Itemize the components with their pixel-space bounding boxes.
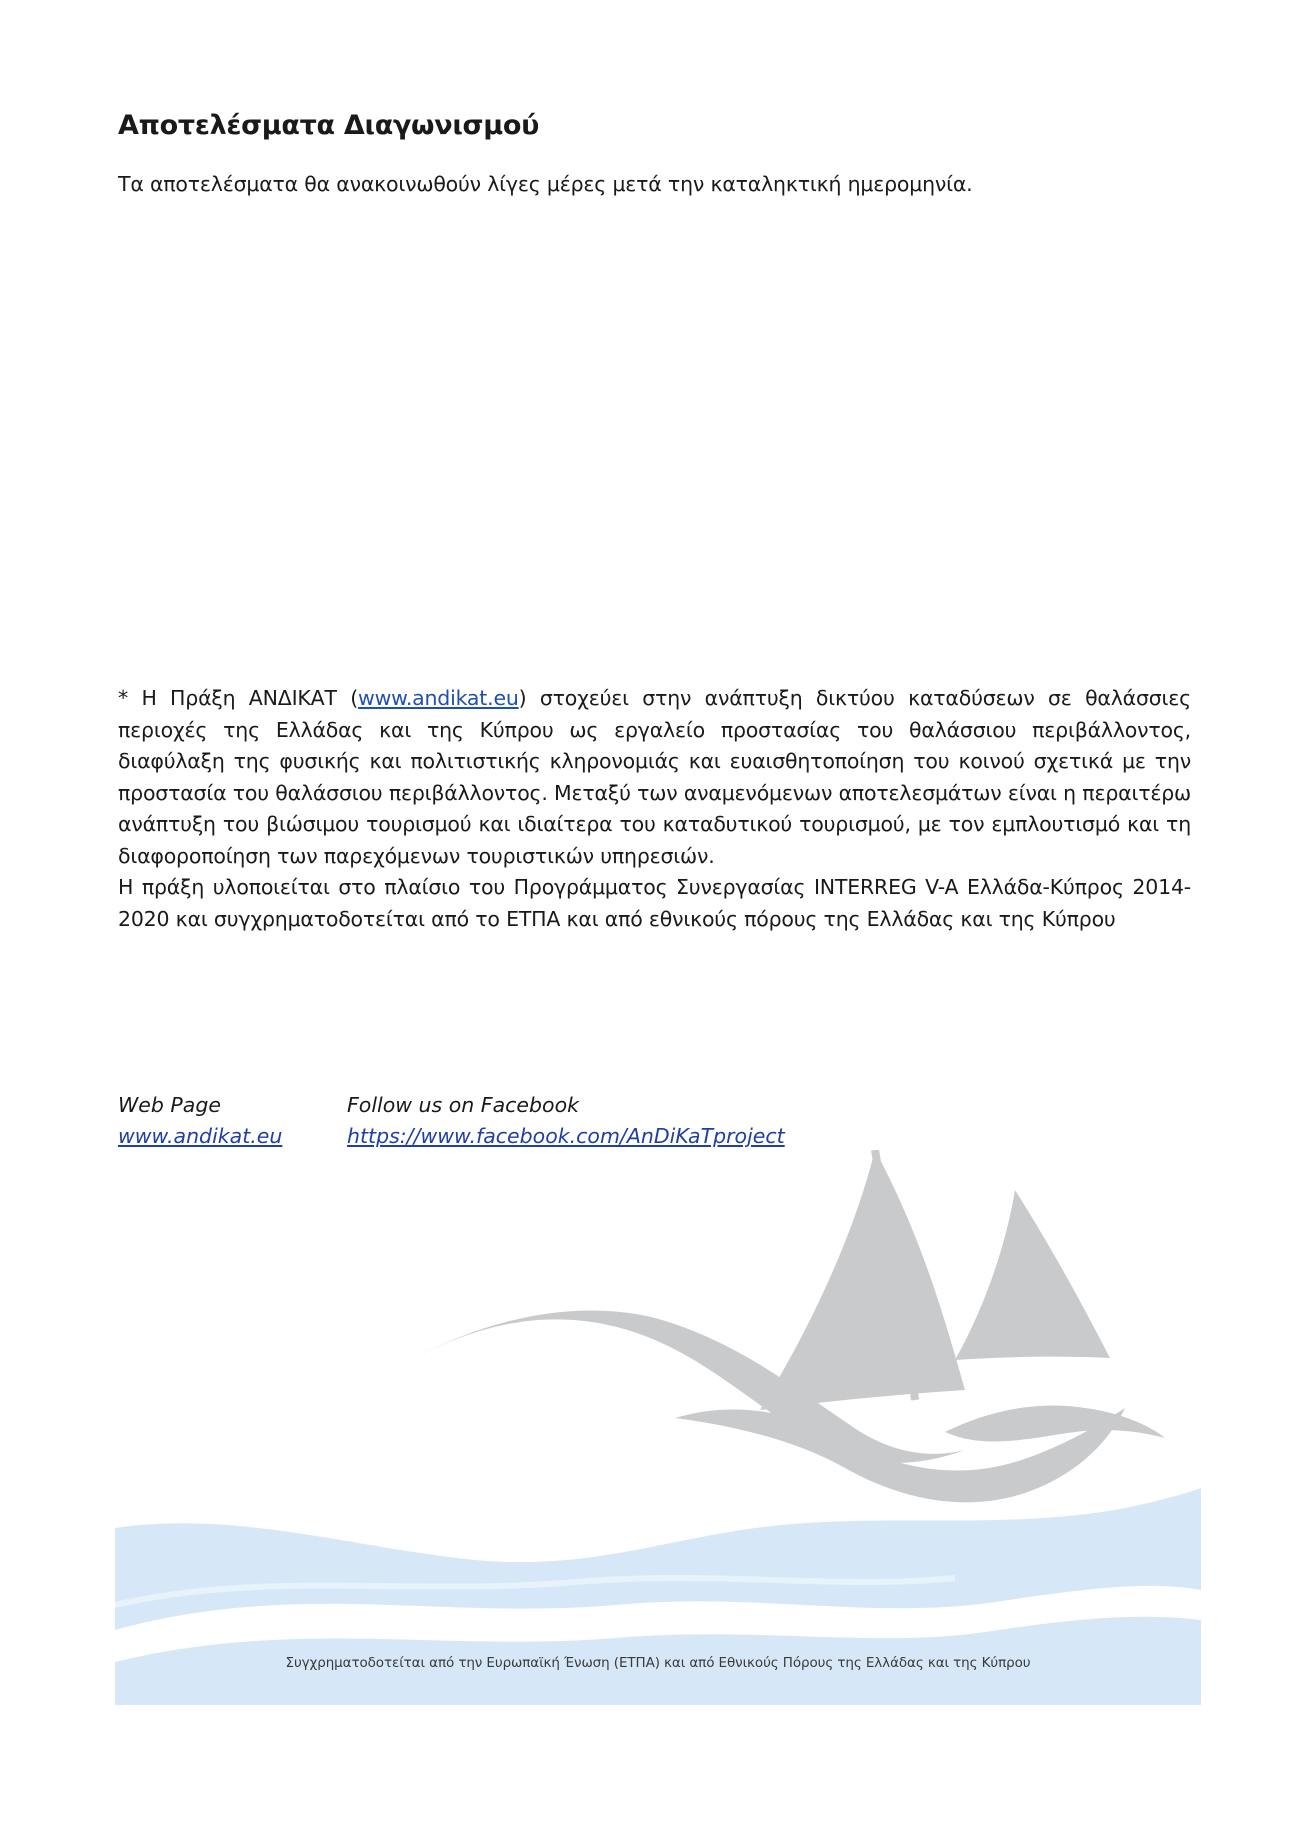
web-page-block	[118, 1090, 282, 1152]
sail-main	[760, 1150, 965, 1410]
facebook-block	[347, 1090, 785, 1152]
section-heading: Αποτελέσματα Διαγωνισμού	[118, 110, 540, 141]
grey-wave-right	[945, 1405, 1165, 1441]
sail-small	[955, 1190, 1110, 1360]
web-page-label: Web Page	[118, 1093, 221, 1117]
funding-paragraph: Η πράξη υλοποιείται στο πλαίσιο του Προγράμματος Συνεργασίας INTERREG V-A Ελλάδα-Κύπρος 2014-2020 και συγχρηματοδοτείται από το ΕΤΠΑ και από εθνικούς πόρους της Ελλάδας και της Κύπρου	[118, 875, 1191, 931]
andikat-inline-link[interactable]: www.andikat.eu	[358, 686, 519, 710]
facebook-label: Follow us on Facebook	[347, 1093, 579, 1117]
project-suffix: ) στοχεύει στην ανάπτυξη δικτύου καταδύσεων σε θαλάσσιες περιοχές της Ελλάδας και της Κύπρου ως εργαλείο προστασίας του θαλάσσιου περιβάλλοντος, διαφύλαξη της φυσικής και πολιτιστικής κληρονομιάς και ευαισθητοποίηση του κοινού σχετικά με την προστασία του θαλάσσιου περιβάλλοντος. Μεταξύ των αναμενόμενων αποτελεσμάτων είναι η περαιτέρω ανάπτυξη του βιώσιμου τουρισμού και ιδιαίτερα του καταδυτικού τουρισμού, με τον εμπλουτισμό και τη διαφοροποίηση των παρεχόμενων τουριστικών υπηρεσιών.	[118, 686, 1192, 868]
cofunding-footer: Συγχρηματοδοτείται από την Ευρωπαϊκή Ένωση (ΕΤΠΑ) και από Εθνικούς Πόρους της Ελλάδας και της Κύπρου	[285, 1655, 1031, 1671]
intro-text: Τα αποτελέσματα θα ανακοινωθούν λίγες μέρες μετά την καταληκτική ημερομηνία.	[118, 172, 973, 196]
project-prefix: * Η Πράξη ΑΝΔΙΚΑΤ (	[118, 686, 359, 710]
project-paragraph	[118, 683, 1191, 872]
facebook-link[interactable]: https://www.facebook.com/AnDiKaTproject	[347, 1124, 785, 1148]
project-description	[118, 683, 1191, 935]
web-page-link[interactable]: www.andikat.eu	[118, 1124, 283, 1148]
sailboat-waves-logo	[115, 1150, 1201, 1705]
